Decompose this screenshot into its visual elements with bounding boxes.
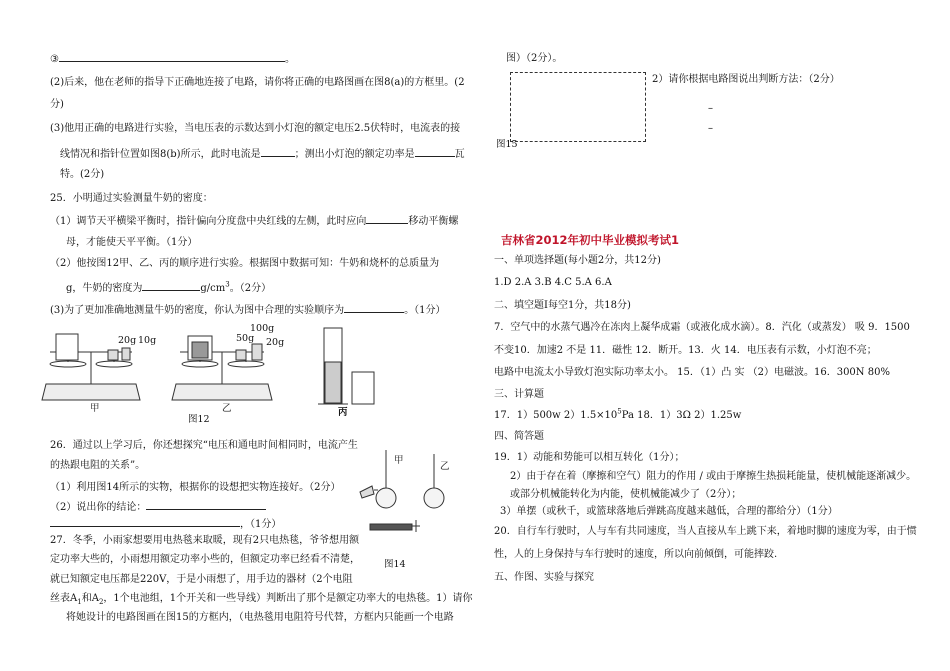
figure-14 — [346, 448, 456, 548]
answer-17-18: 17．1）500w $2)1.5\times 10^5Pa$ 18．1）3Ω 2）1.25w — [494, 407, 742, 421]
label-jia: 甲 — [394, 455, 404, 466]
q26-part2: （2）说出你的结论： — [50, 499, 266, 515]
q25-part2-line2: g，牛奶的密度为 $g/cm^3$。（2分） — [66, 280, 272, 294]
section-3-heading: 三、计算题 — [494, 389, 544, 400]
weight-label: 20g — [266, 337, 285, 348]
figure-12 — [40, 322, 400, 422]
q25-part3: (3)为了更加准确地测量牛奶的密度，你认为图中合理的实验顺序为 。（1分） — [50, 302, 446, 318]
answer-blank[interactable] — [50, 516, 240, 527]
figure-14-caption: 图14 — [384, 559, 406, 570]
q26-line2: 的热跟电阻的关系”。 — [50, 460, 146, 471]
answer-14-16: 电路中电流太小导致灯泡实际功率太小。 15．（1）凸 实 （2）电磁波。16．300N 80% — [494, 367, 890, 378]
figure-15-box[interactable] — [510, 72, 646, 142]
section-1-answers: 1.D 2.A 3.B 4.C 5.A 6.A — [494, 277, 612, 288]
cylinder-bing — [318, 328, 374, 404]
answer-blank[interactable] — [415, 146, 455, 157]
q27-line4: 丝表$A_1$和$A_2$，1个电池组，1个开关和一些导线）判断出了那个是额定功率大的电热毯。1）请你 — [50, 593, 473, 606]
q25-part1-line2: 母，才能使天平平衡。（1分） — [66, 237, 198, 248]
answer-blank[interactable] — [142, 280, 200, 291]
label-bing: 丙 — [338, 407, 348, 418]
answer-20-line1: 20．自行车行驶时，人与车有共同速度，当人直接从车上跳下来，着地时脚的速度为零，由于惯 — [494, 526, 917, 537]
q24-part2: (2)后来，他在老师的指导下正确地连接了电路，请你将正确的电路图画在图8(a)的方框里。(2 — [50, 77, 465, 88]
answer-blank[interactable] — [59, 51, 285, 62]
answer-19-3: 3）单摆（或秋千，或篮球落地后弹跳高度越来越低，合理的都给分）（1分） — [500, 506, 838, 517]
q26-line1: 26．通过以上学习后，你还想探究“电压和通电时间相同时，电流产生 — [50, 440, 358, 451]
dash-mark: – — [708, 123, 713, 134]
answer-blank[interactable] — [146, 499, 266, 510]
q26-part2-cont: ，（1分） — [50, 516, 281, 532]
label-jia: 甲 — [90, 403, 100, 414]
section-2-heading: 二、填空题I每空1分，共18分) — [494, 300, 631, 311]
q27-line5: 将她设计的电路图画在图15的方框内，（电热毯用电阻符号代替，方框内只能画一个电路 — [66, 612, 454, 623]
section-4-heading: 四、简答题 — [494, 431, 544, 442]
q27-top-line: 图）（2分）。 — [506, 53, 563, 64]
q27-part2: 2）请你根据电路图说出判断方法：（2分） — [652, 74, 840, 85]
weight-label: 100g — [250, 323, 275, 334]
weight-label: 20g — [118, 335, 137, 346]
q24-part3-line1: (3)他用正确的电路进行实验，当电压表的示数达到小灯泡的额定电压2.5伏特时，电流表的接 — [50, 123, 461, 134]
q24-part2-score: 分) — [50, 99, 64, 110]
weight-label: 50g — [236, 333, 255, 344]
answer-7-9: 7．空气中的水蒸气遇冷在冻肉上凝华成霜（或液化成水滴）。8．汽化（或蒸发） 吸 9．1500 — [494, 322, 910, 333]
q27-line2: 定功率大些的，小雨想用额定功率小些的，但额定功率已经看不清楚， — [50, 554, 360, 565]
dash-mark: – — [708, 103, 713, 114]
answer-20-line2: 性，人的上身保持与车行驶时的速度，所以向前倾倒，可能摔跤. — [494, 549, 778, 560]
label-yi: 乙 — [440, 461, 450, 472]
q24-blank-3: ③ 。 — [50, 51, 295, 67]
figure-15-caption: 图15 — [496, 139, 518, 150]
q26-part1: （1）利用图14所示的实物，根据你的设想把实物连接好。（2分） — [50, 482, 341, 493]
q24-part3-line2: 线情况和指针位置如图8(b)所示，此时电流是 ；测出小灯泡的额定功率是 瓦 — [60, 146, 465, 162]
q27-line1: 27．冬季，小雨家想要用电热毯来取暖，现有2只电热毯，爷爷想用额 — [50, 535, 360, 546]
answer-10-14: 不变10．加速2 不是 11．磁性 12．断开。13．火 14．电压表有示数，小灯泡不亮； — [494, 345, 877, 356]
answer-key-title: 吉林省2012年初中毕业模拟考试1 — [500, 233, 679, 247]
q24-part3-score: 特。(2分) — [60, 169, 105, 180]
answer-19-1: 19．1）动能和势能可以相互转化（1分）； — [494, 452, 685, 463]
weight-label: 10g — [138, 335, 157, 346]
answer-19-2b: 或部分机械能转化为内能，使机械能减少了（2分）； — [510, 489, 742, 500]
answer-blank[interactable] — [344, 302, 404, 313]
q25-part2-line1: （2）他按图12甲、乙、丙的顺序进行实验。根据图中数据可知：牛奶和烧杯的总质量为 — [50, 258, 440, 269]
answer-blank[interactable] — [366, 213, 408, 224]
q27-line3: 就已知额定电压都是220V，于是小雨想了，用手边的器材（2个电阻 — [50, 574, 353, 585]
balance-yi — [172, 336, 272, 400]
answer-19-2: 2）由于存在着（摩擦和空气）阻力的作用 / 或由于摩擦生热损耗能量，使机械能逐渐减少。 — [510, 471, 917, 482]
answer-blank[interactable] — [261, 146, 295, 157]
q25-title: 25．小明通过实验测量牛奶的密度： — [50, 193, 213, 204]
figure-12-caption: 图12 — [188, 414, 210, 425]
section-1-heading: 一、单项选择题(每小题2分，共12分) — [494, 255, 661, 266]
q25-part1-line1: （1）调节天平横梁平衡时，指针偏向分度盘中央红线的左侧，此时应向 移动平衡螺 — [50, 213, 458, 229]
label-yi: 乙 — [222, 403, 232, 414]
section-5-heading: 五、作图、实验与探究 — [494, 572, 594, 583]
